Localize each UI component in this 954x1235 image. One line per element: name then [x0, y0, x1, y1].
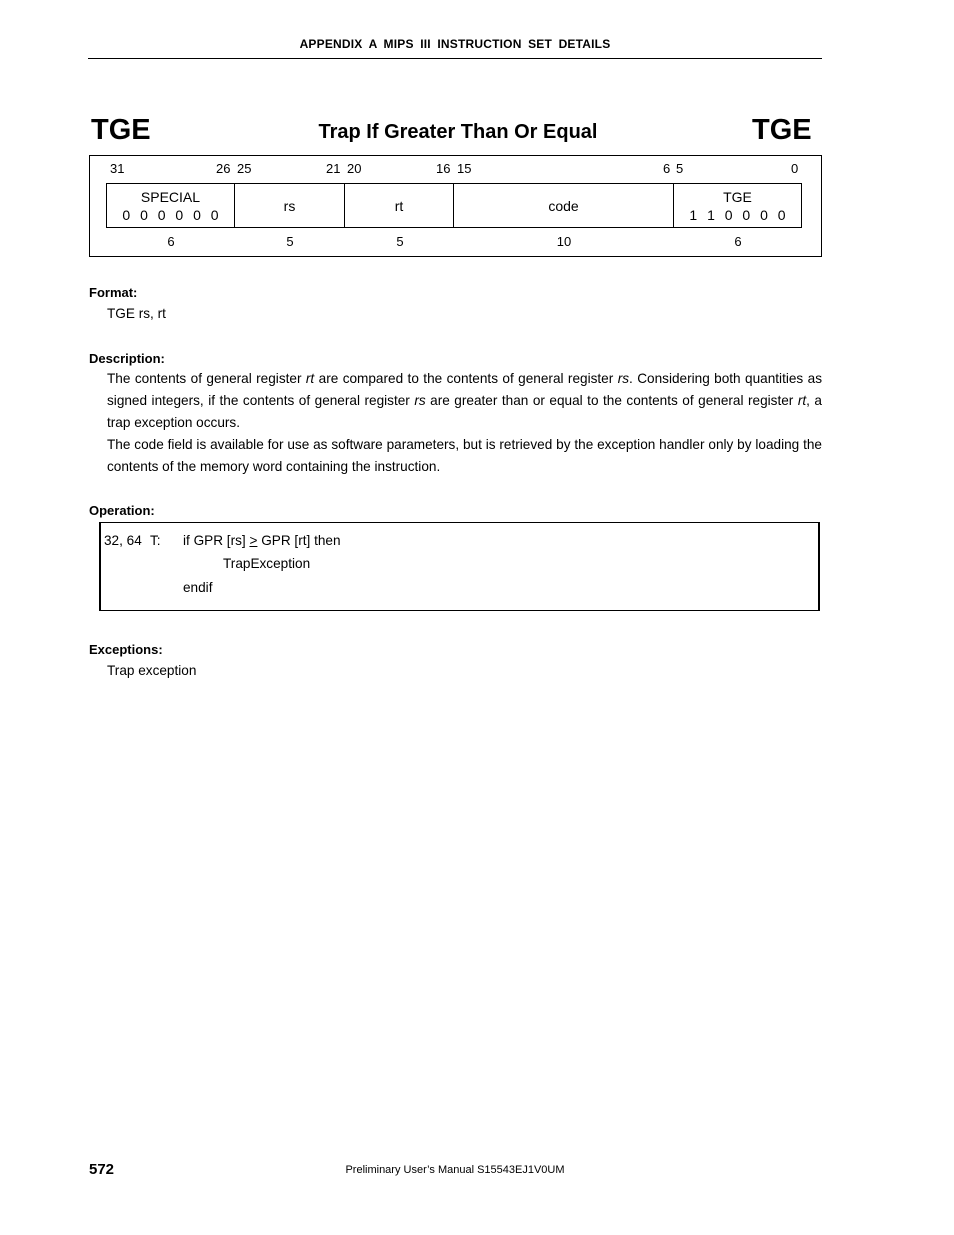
- format-heading: Format:: [89, 285, 138, 300]
- field-width: 5: [286, 234, 294, 249]
- format-syntax: TGE rs, rt: [107, 306, 166, 321]
- operation-mode: 32, 64: [104, 533, 142, 548]
- field-code: [453, 183, 674, 228]
- instruction-title: Trap If Greater Than Or Equal: [318, 121, 598, 143]
- exceptions-heading: Exceptions:: [89, 642, 163, 657]
- field-opcode: 1 1 0 0 0 0: [689, 206, 789, 223]
- exceptions-item: Trap exception: [107, 663, 197, 678]
- bit-number: 26: [216, 161, 231, 176]
- page-number: 572: [89, 1161, 115, 1178]
- field-name: rt: [394, 197, 404, 214]
- bit-number: 25: [237, 161, 252, 176]
- description-paragraph: The contents of general register rt are compared to the contents of general register rs. Considering both quantities as signed integers, if the contents of general register rs are greater than or equal to the contents of general register rt, a trap exception occurs.: [107, 371, 822, 430]
- operation-line: TrapException: [223, 556, 311, 571]
- field-opcode: 0 0 0 0 0 0: [122, 206, 222, 223]
- field-width: 5: [396, 234, 404, 249]
- bit-number: 0: [791, 161, 799, 176]
- running-header: APPENDIX A MIPS III INSTRUCTION SET DETAILS: [299, 37, 611, 51]
- description-paragraph: The code field is available for use as software parameters, but is retrieved by the exception handler only by loading the contents of the memory word containing the instruction.: [107, 437, 822, 474]
- operation-line: if GPR [rs] > GPR [rt] then: [183, 533, 341, 548]
- mnemonic-right: TGE: [752, 114, 812, 146]
- bit-number: 15: [457, 161, 472, 176]
- field-special: [106, 183, 235, 228]
- field-name: SPECIAL: [140, 188, 201, 205]
- field-rs: [234, 183, 345, 228]
- description-body: [107, 368, 822, 478]
- bit-number: 16: [436, 161, 451, 176]
- bit-number: 21: [326, 161, 341, 176]
- field-name: TGE: [723, 188, 752, 205]
- bit-number: 20: [347, 161, 362, 176]
- field-name: rs: [283, 197, 296, 214]
- mnemonic-left: TGE: [91, 114, 151, 146]
- operation-heading: Operation:: [89, 503, 155, 518]
- field-function: [673, 183, 802, 228]
- bit-number: 5: [676, 161, 684, 176]
- field-rt: [344, 183, 454, 228]
- field-width: 6: [734, 234, 742, 249]
- description-heading: Description:: [89, 351, 165, 366]
- field-width: 6: [167, 234, 175, 249]
- header-rule: [88, 58, 822, 59]
- bit-number: 31: [110, 161, 125, 176]
- field-name: code: [548, 197, 579, 214]
- operation-line: endif: [183, 580, 213, 595]
- field-width: 10: [556, 234, 572, 249]
- footer-manual: Preliminary User’s Manual S15543EJ1V0UM: [345, 1164, 565, 1176]
- bit-number: 6: [663, 161, 671, 176]
- operation-stage: T:: [150, 533, 161, 548]
